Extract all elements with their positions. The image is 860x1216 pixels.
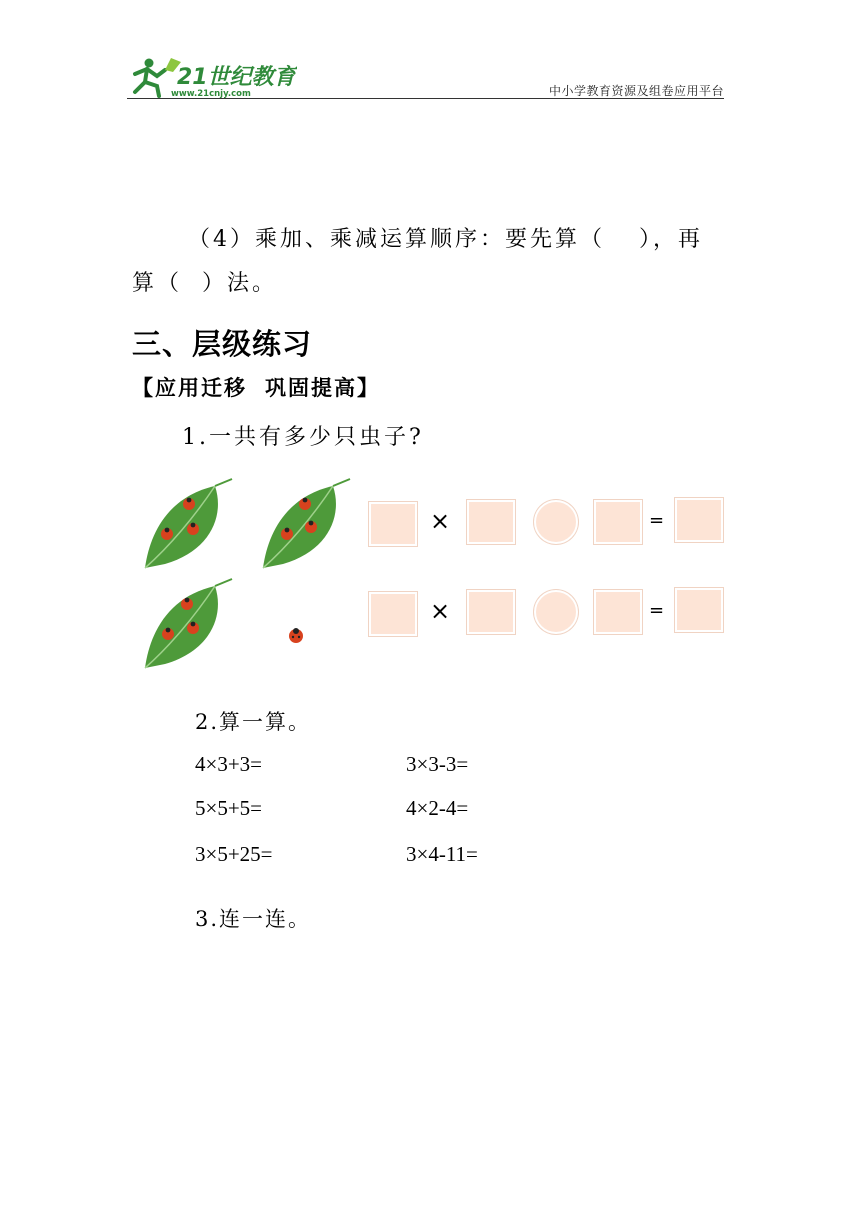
item4-line1: （4）乘加、乘减运算顺序：要先算（ ），再	[188, 227, 704, 252]
leaf-with-ladybugs-1	[140, 476, 235, 572]
question-3: 3.连一连。	[195, 907, 312, 931]
answer-box[interactable]	[369, 592, 417, 636]
calc-item: 3×5+25=	[195, 842, 273, 866]
section-subtitle: 【应用迁移 巩固提高】	[132, 376, 380, 400]
equals-sign: =	[649, 510, 665, 531]
answer-box[interactable]	[467, 590, 515, 634]
page-header	[127, 52, 724, 100]
equals-sign: =	[649, 600, 665, 621]
answer-box[interactable]	[675, 588, 723, 632]
answer-box[interactable]	[594, 590, 642, 634]
calc-item: 4×3+3=	[195, 752, 263, 776]
item4-line2: 算（ ）法。	[132, 271, 278, 296]
answer-box[interactable]	[369, 502, 417, 546]
operator-circle[interactable]	[534, 590, 578, 634]
calc-item: 3×4-11=	[406, 842, 478, 866]
answer-box[interactable]	[675, 498, 723, 542]
header-divider	[127, 98, 724, 99]
section-title: 三、层级练习	[132, 327, 313, 361]
logo-21cnjy	[127, 54, 297, 98]
calc-item: 3×3-3=	[406, 752, 469, 776]
header-tagline: 中小学教育资源及组卷应用平台	[548, 84, 724, 98]
ladybug-icon	[287, 626, 305, 644]
answer-box[interactable]	[594, 500, 642, 544]
calc-item: 4×2-4=	[406, 796, 469, 820]
calc-item: 5×5+5=	[195, 796, 263, 820]
leaf-with-ladybugs-3	[140, 576, 235, 672]
operator-circle[interactable]	[534, 500, 578, 544]
question-2: 2.算一算。	[195, 710, 312, 734]
question-1: 1.一共有多少只虫子?	[182, 425, 424, 450]
leaf-with-ladybugs-2	[258, 476, 353, 572]
answer-box[interactable]	[467, 500, 515, 544]
svg-text:21世纪教育: 21世纪教育	[177, 65, 296, 90]
times-sign: ×	[430, 597, 451, 625]
svg-text:www.21cnjy.com: www.21cnjy.com	[171, 89, 251, 98]
times-sign: ×	[430, 507, 451, 535]
